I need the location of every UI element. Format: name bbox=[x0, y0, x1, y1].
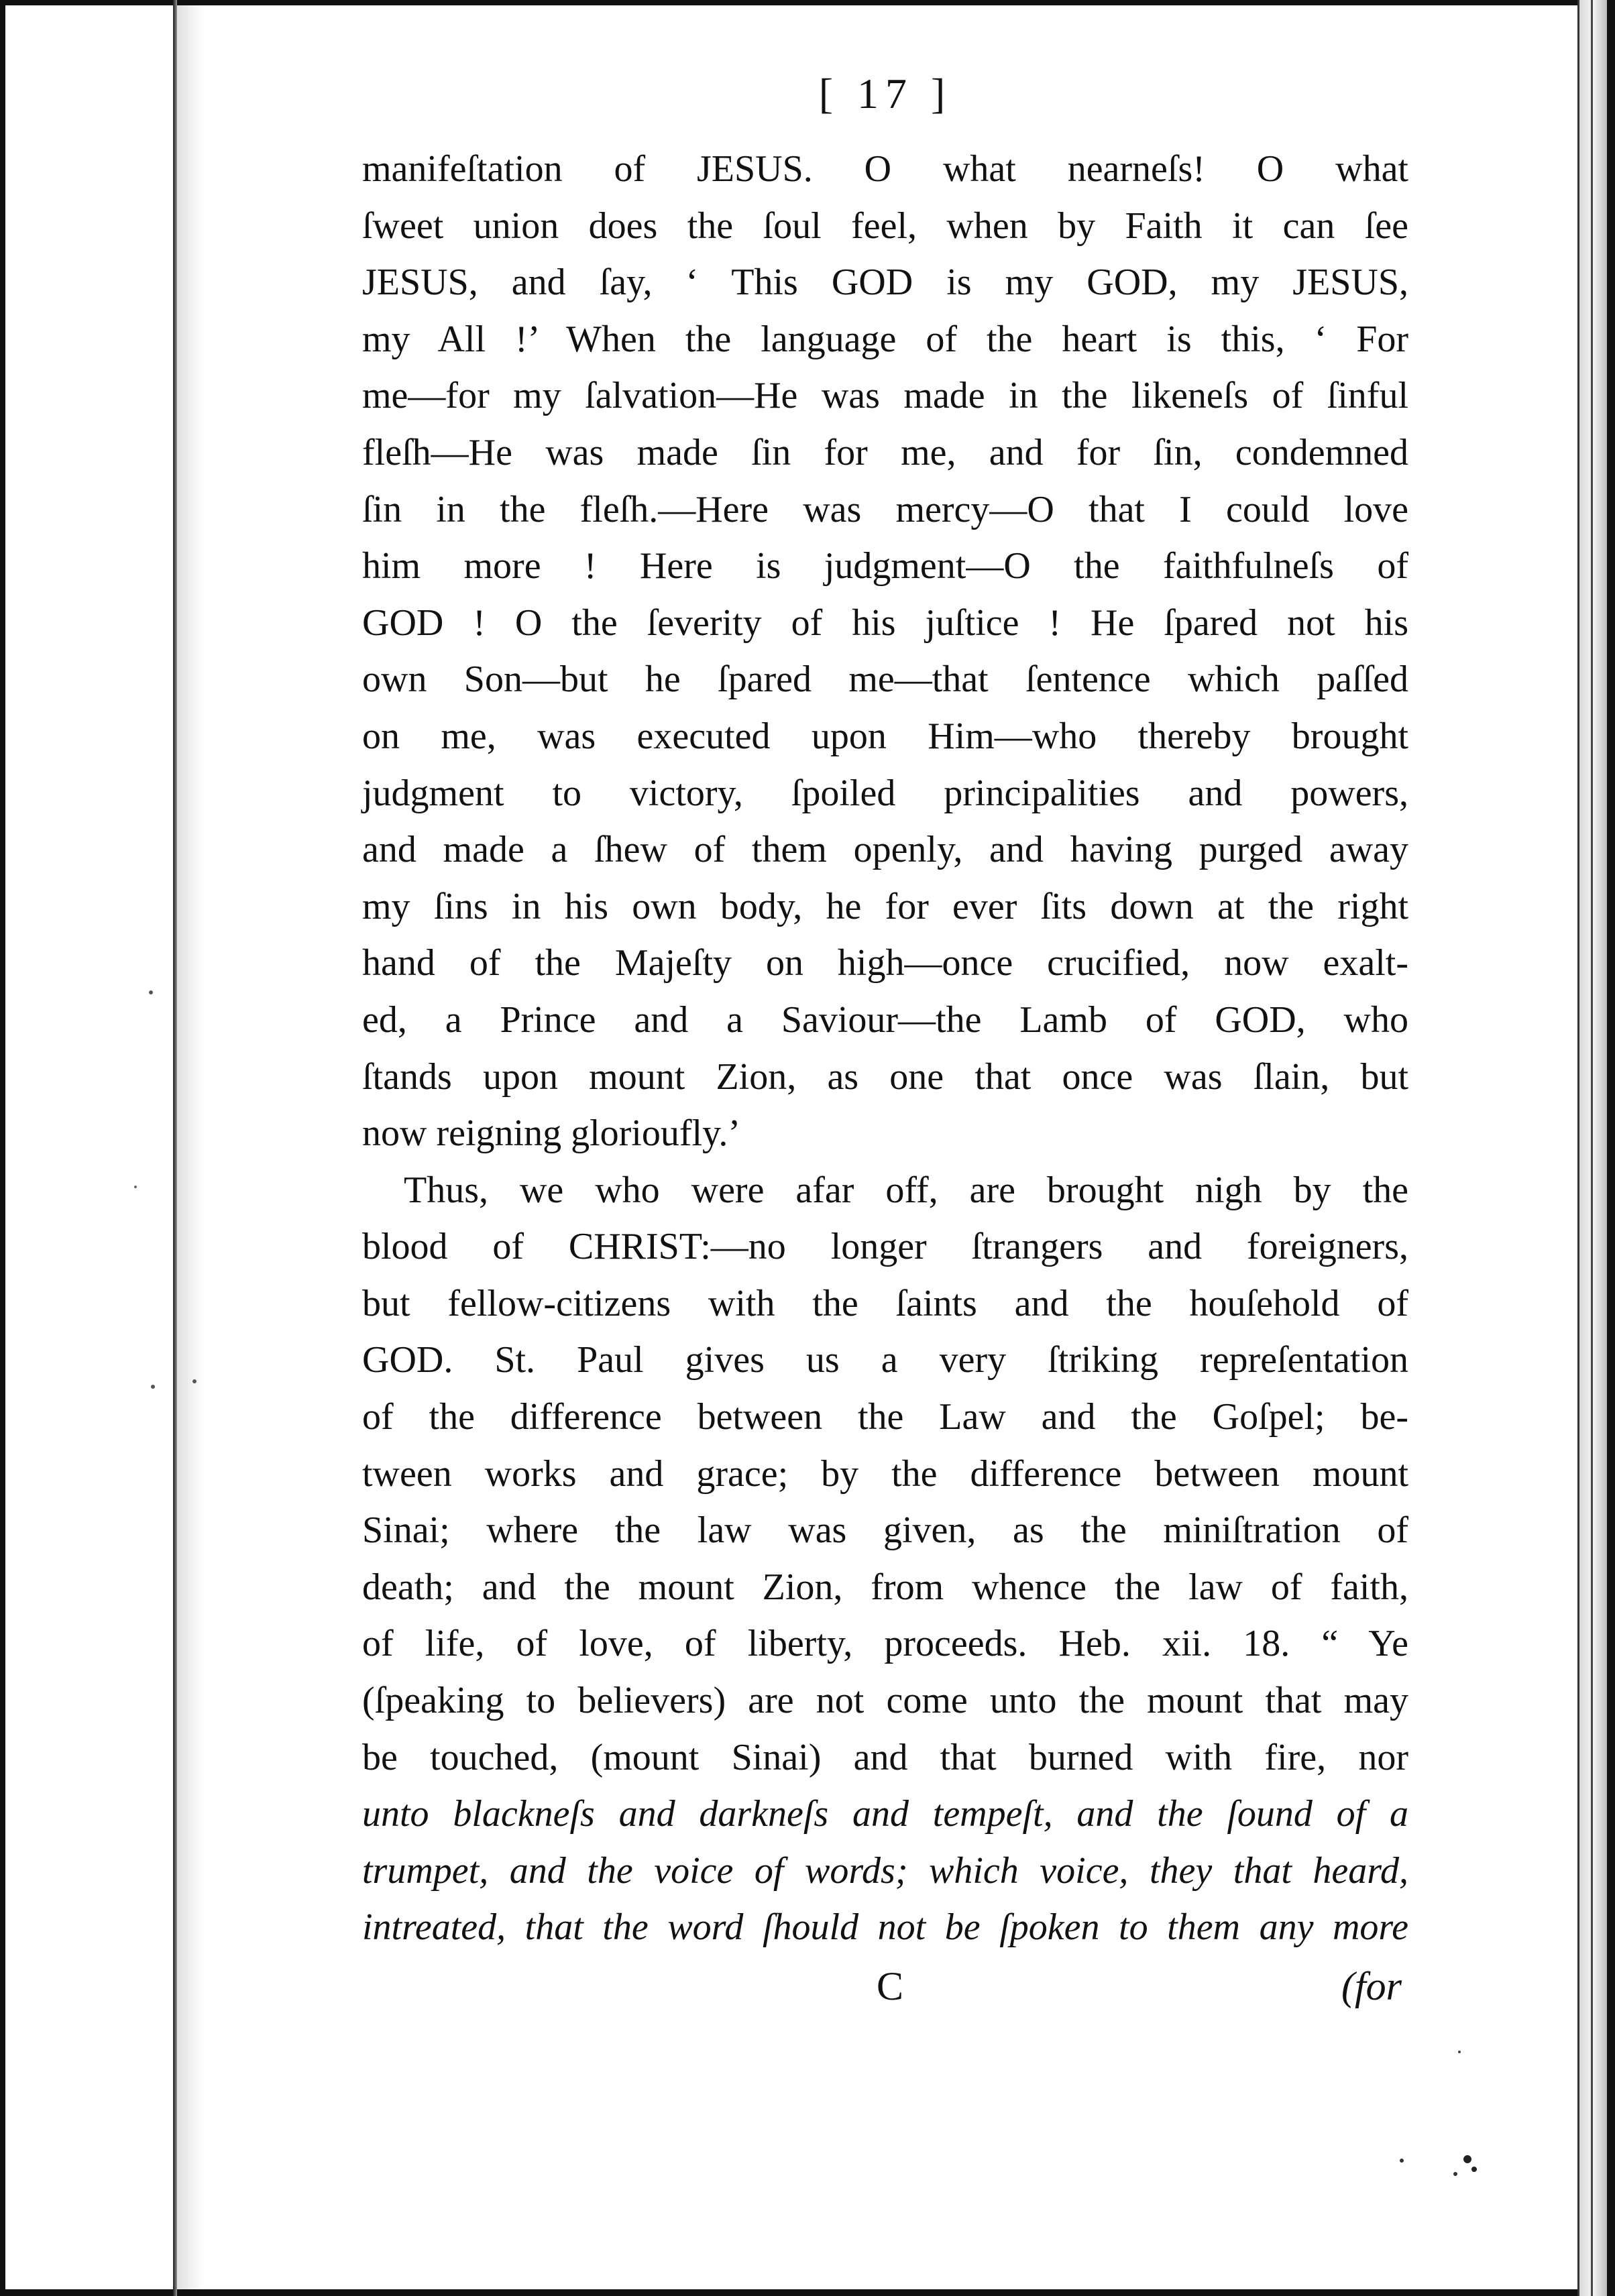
text-line: (ſpeaking to believers) are not come unto the mount that may bbox=[362, 1680, 1408, 1722]
text-line: unto blackneſs and darkneſs and tempeſt, and the ſound of a bbox=[362, 1793, 1408, 1835]
page-footer bbox=[362, 1956, 1408, 2016]
body-text bbox=[362, 141, 1408, 1956]
page-number: [ 17 ] bbox=[818, 70, 952, 117]
text-line: now reigning glorioufly.’ bbox=[362, 1112, 741, 1155]
text-line: my All !’ When the language of the heart is this, ‘ For bbox=[362, 318, 1408, 360]
text-line: of life, of love, of liberty, proceeds. Heb. xii. 18. “ Ye bbox=[362, 1623, 1408, 1665]
text-line: and made a ſhew of them openly, and having purged away bbox=[362, 829, 1408, 871]
scan-border-top bbox=[0, 0, 1615, 5]
text-line: on me, was executed upon Him—who thereby brought bbox=[362, 715, 1408, 757]
speck bbox=[134, 1186, 137, 1188]
speck bbox=[1400, 2159, 1404, 2163]
text-line: him more ! Here is judgment—O the faithfulneſs of bbox=[362, 545, 1408, 587]
speck bbox=[1453, 2172, 1457, 2176]
scan-border-left bbox=[0, 0, 5, 2296]
page-text-block bbox=[362, 54, 1408, 2016]
speck bbox=[1458, 2051, 1461, 2053]
text-line: intreated, that the word ſhould not be ſpoken to them any more bbox=[362, 1906, 1408, 1949]
text-line: be touched, (mount Sinai) and that burned with fire, nor bbox=[362, 1736, 1408, 1778]
text-line: Sinai; where the law was given, as the miniſtration of bbox=[362, 1509, 1408, 1552]
text-line: judgment to victory, ſpoiled principalities and powers, bbox=[362, 772, 1408, 814]
text-line: hand of the Majeſty on high—once crucified, now exalt- bbox=[362, 942, 1408, 984]
page-edge-shadow bbox=[1579, 0, 1607, 2296]
text-line: blood of CHRIST:—no longer ſtrangers and foreigners, bbox=[362, 1226, 1408, 1268]
text-line: manifeſtation of JESUS. O what nearneſs! O what bbox=[362, 148, 1408, 190]
speck bbox=[1471, 2167, 1477, 2172]
text-line: ſweet union does the ſoul feel, when by Faith it can ſee bbox=[362, 205, 1408, 247]
text-line: of the difference between the Law and the Goſpel; be- bbox=[362, 1396, 1408, 1438]
catchword: (for bbox=[1341, 1964, 1402, 2008]
text-line: JESUS, and ſay, ‘ This GOD is my GOD, my JESUS, bbox=[362, 262, 1408, 304]
scan-border-bottom bbox=[0, 2289, 1615, 2296]
scan-border-right bbox=[1607, 0, 1615, 2296]
text-line: ſin in the fleſh.—Here was mercy—O that I could love bbox=[362, 488, 1408, 530]
text-line: ed, a Prince and a Saviour—the Lamb of GOD, who bbox=[362, 998, 1408, 1041]
speck bbox=[151, 1385, 155, 1389]
text-line: trumpet, and the voice of words; which voice, they that heard, bbox=[362, 1849, 1408, 1892]
text-line: Thus, we who were afar off, are brought nigh by the bbox=[404, 1169, 1408, 1211]
page-edge-line bbox=[1591, 0, 1593, 2296]
text-line: GOD ! O the ſeverity of his juſtice ! He ſpared not his bbox=[362, 601, 1408, 644]
text-line: me—for my ſalvation—He was made in the likeneſs of ſinful bbox=[362, 375, 1408, 417]
text-line: tween works and grace; by the difference between mount bbox=[362, 1452, 1408, 1495]
signature-mark: C bbox=[877, 1964, 904, 2008]
text-line: my ſins in his own body, he for ever ſits down at the right bbox=[362, 885, 1408, 927]
text-line: ſtands upon mount Zion, as one that once was ſlain, but bbox=[362, 1055, 1408, 1098]
text-line: fleſh—He was made ſin for me, and for ſin, condemned bbox=[362, 431, 1408, 473]
text-line: but fellow-citizens with the ſaints and the houſehold of bbox=[362, 1282, 1408, 1324]
text-line: death; and the mount Zion, from whence the law of faith, bbox=[362, 1566, 1408, 1608]
speck bbox=[149, 990, 153, 994]
text-line: own Son—but he ſpared me—that ſentence which paſſed bbox=[362, 658, 1408, 701]
page-edge-line bbox=[1577, 0, 1579, 2296]
speck bbox=[1463, 2155, 1471, 2163]
text-line: GOD. St. Paul gives us a very ſtriking repreſentation bbox=[362, 1339, 1408, 1381]
gutter-shadow bbox=[177, 0, 204, 2296]
